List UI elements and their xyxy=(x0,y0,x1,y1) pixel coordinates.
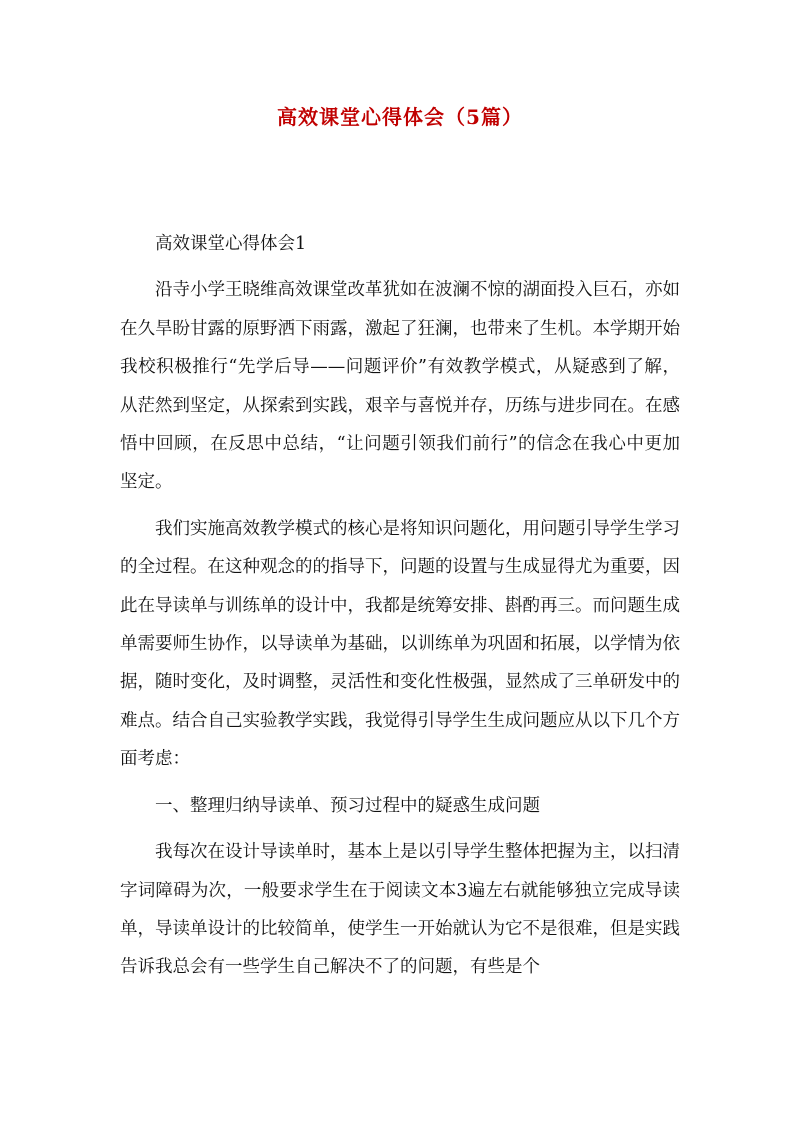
document-title: 高效课堂心得体会（5篇） xyxy=(277,105,523,129)
document-body xyxy=(120,225,680,987)
section-heading: 高效课堂心得体会1 xyxy=(155,234,307,254)
paragraph: 沿寺小学王晓维高效课堂改革犹如在波澜不惊的湖面投入巨石，亦如在久旱盼甘露的原野洒下雨露，激起了狂澜，也带来了生机。本学期开始我校积极推行“先学后导——问题评价”有效教学模式，从疑惑到了解，从茫然到坚定，从探索到实践，艰辛与喜悦并存，历练与进步同在。在感悟中回顾，在反思中总结，“让问题引领我们前行”的信念在我心中更加坚定。 xyxy=(120,280,680,493)
subsection-heading: 一、整理归纳导读单、预习过程中的疑惑生成问题 xyxy=(155,795,540,816)
paragraph: 我们实施高效教学模式的核心是将知识问题化，用问题引导学生学习的全过程。在这种观念的的指导下，问题的设置与生成显得尤为重要，因此在导读单与训练单的设计中，我都是统筹安排、斟酌再三。而问题生成单需要师生协作，以导读单为基础，以训练单为巩固和拓展，以学情为依据，随时变化，及时调整，灵活性和变化性极强，显然成了三单研发中的难点。结合自己实验教学实践，我觉得引导学生生成问题应从以下几个方面考虑： xyxy=(120,518,680,770)
paragraph: 我每次在设计导读单时，基本上是以引导学生整体把握为主，以扫清字词障碍为次，一般要求学生在于阅读文本3遍左右就能够独立完成导读单，导读单设计的比较简单，使学生一开始就认为它不是很难，但是实践告诉我总会有一些学生自己解决不了的问题，有些是个 xyxy=(120,842,680,978)
